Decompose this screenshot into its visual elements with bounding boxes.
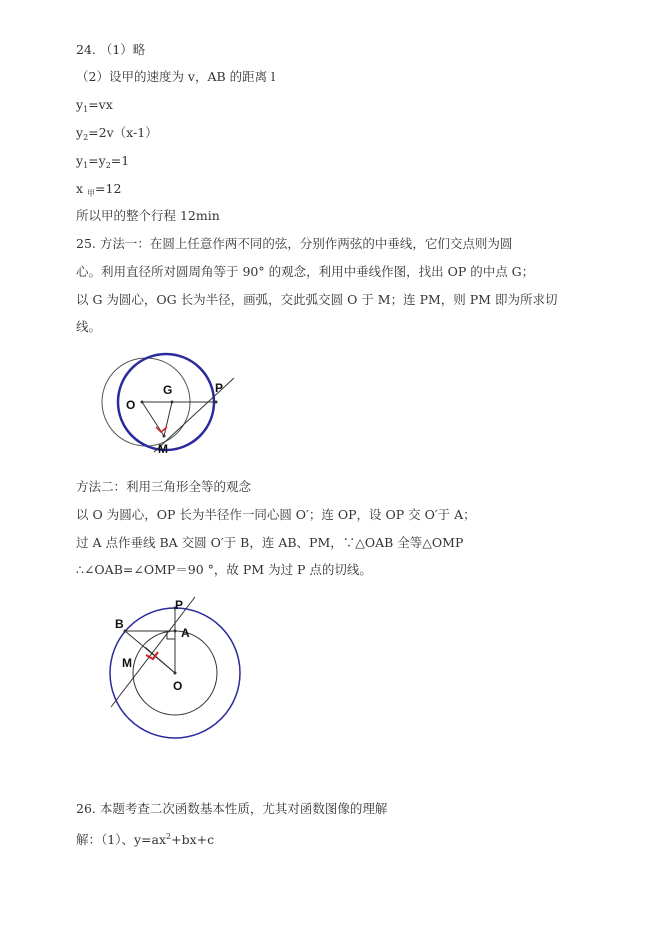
label-p: P [175,598,184,612]
q26-line-1: 26. 本题考查二次函数基本性质，尤其对函数图像的理解 [76,801,388,816]
figure-method2 [105,595,255,750]
label-g: G [163,383,173,397]
segment-om [145,647,175,673]
point-b [124,630,127,633]
q25-method1-line-3: 以 G 为圆心，OG 长为半径，画弧，交此弧交圆 O 于 M；连 PM，则 PM 即为所求切 [76,292,558,307]
q24-equation-2: $y_2=2v(x-1)$ [76,125,158,142]
q25-method2-line-1: 方法二：利用三角形全等的观念 [76,479,252,494]
segment-gm [164,402,172,436]
point-m [163,435,166,438]
q25-method2-line-3: 过 A 点作垂线 BA 交圆 O′于 B，连 AB、PM，∵△OAB 全等△OMP [76,535,464,550]
q24-line-2: （2）设甲的速度为 v，AB 的距离 l [76,69,276,84]
figure-method1 [90,352,250,464]
label-m: M [122,656,132,670]
q24-equation-1: $y_1=vx$ [76,97,113,114]
point-p [215,401,218,404]
q24-equation-4: x $_甲$=12 [76,181,122,198]
label-p: P [215,381,224,395]
point-g [171,401,174,404]
q25-method2-line-4: ∴∠OAB=∠OMP＝90 °，故 PM 为过 P 点的切线。 [76,562,372,577]
label-m: M [158,442,168,456]
q25-method2-line-2: 以 O 为圆心，OP 长为半径作一同心圆 O′；连 OP，设 OP 交 O′于 A； [76,507,476,522]
label-o: O [173,679,183,693]
point-o [174,672,177,675]
label-b: B [115,617,124,631]
tangent-line-pm [111,597,195,707]
q26-line-2: 解：（1）、$y=ax^2+bx+c$ [76,832,215,847]
q25-method1-line-1: 25. 方法一：在圆上任意作两不同的弦，分别作两弦的中垂线，它们交点则为圆 [76,236,513,251]
q25-method1-line-2: 心。利用直径所对圆周角等于 90° 的观念，利用中垂线作图，找出 OP 的中点 G； [76,264,535,279]
point-a [174,630,177,633]
q24-equation-3: $y_1=y_2=1$ [76,153,130,170]
q24-line-1: 24. （1）略 [76,42,146,57]
point-o [141,401,144,404]
label-a: A [181,626,190,640]
q24-conclusion: 所以甲的整个行程 12min [76,208,220,223]
q25-method1-line-4: 线。 [76,319,102,334]
label-o: O [126,398,136,412]
